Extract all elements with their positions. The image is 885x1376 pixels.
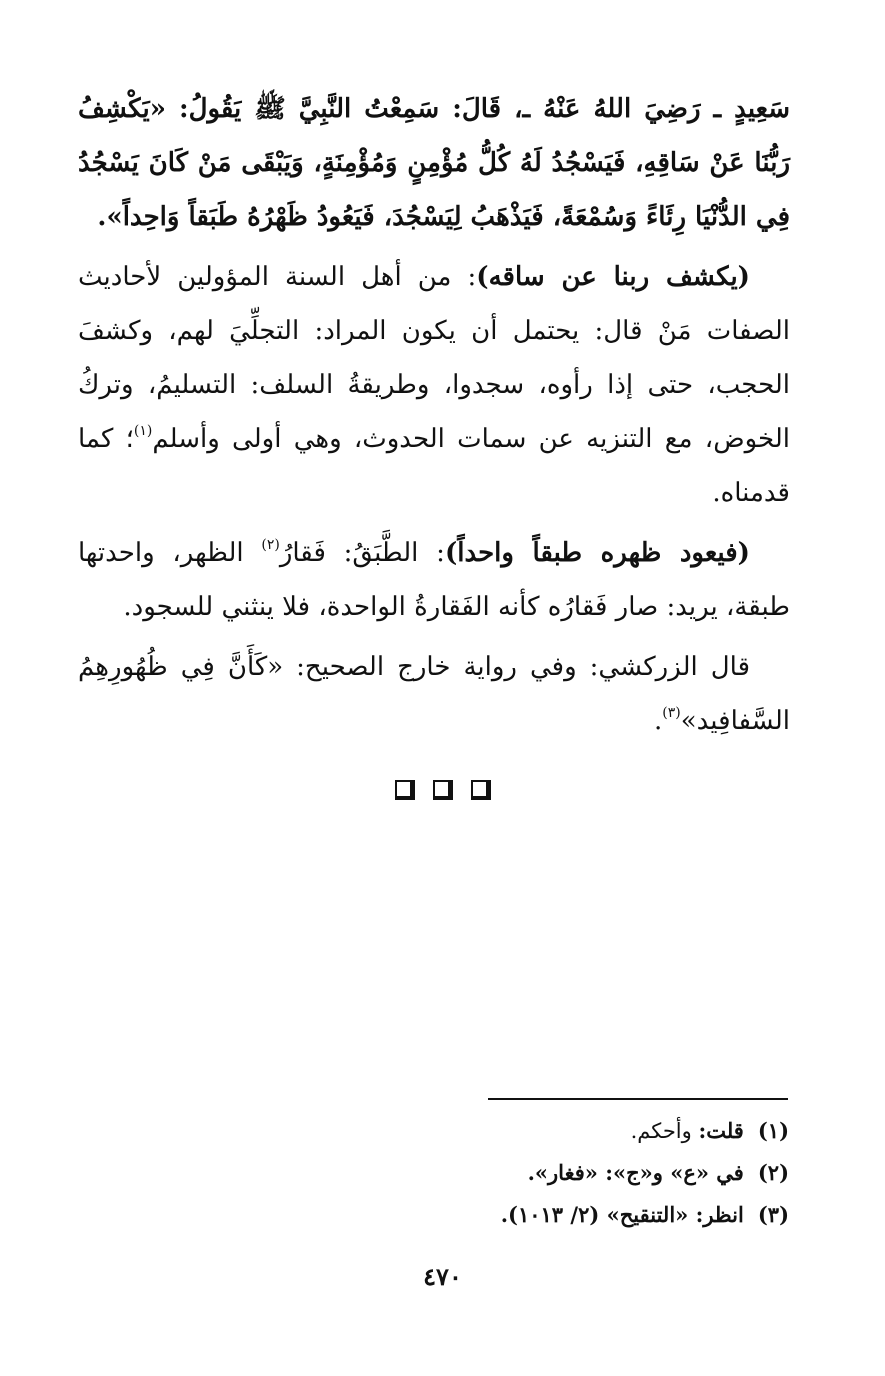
footnote-3 bbox=[189, 1194, 789, 1236]
footnote-2 bbox=[189, 1152, 789, 1194]
footnote-ref-3[interactable]: (٣) bbox=[662, 705, 681, 721]
footnote-label: قلت: bbox=[698, 1118, 744, 1143]
section-separator bbox=[0, 780, 885, 804]
footnote-ref-2[interactable]: (٢) bbox=[261, 537, 280, 553]
footnotes bbox=[189, 1110, 789, 1236]
footnote-number: (١) bbox=[757, 1118, 789, 1143]
hadith-paragraph: سَعِيدٍ ـ رَضِيَ اللهُ عَنْهُ ـ، قَالَ: سَمِعْتُ النَّبِيَّ ﷺ يَقُولُ: «يَكْشِفُ رَبُّنَا عَنْ سَاقِهِ، فَيَسْجُدُ لَهُ كُلُّ مُؤْمِنٍ وَمُؤْمِنَةٍ، وَيَبْقَى مَنْ كَانَ يَسْجُدُ فِي الدُّنْيَا رِئَاءً وَسُمْعَةً، فَيَذْهَبُ لِيَسْجُدَ، فَيَعُودُ ظَهْرُهُ طَبَقاً وَاحِداً». bbox=[78, 94, 790, 232]
footnote-text: في «ع» و«ج»: «فغار». bbox=[527, 1160, 744, 1185]
footnote-1 bbox=[189, 1110, 789, 1152]
footnote-text: انظر: «التنقيح» (٢/ ١٠١٣). bbox=[500, 1202, 744, 1227]
separator-square-icon bbox=[395, 780, 415, 800]
commentary-text: . bbox=[654, 706, 663, 736]
page-number: ٤٧٠ bbox=[423, 1262, 462, 1291]
commentary-text: : من أهل السنة المؤولين لأحاديث الصفات مَنْ قال: يحتمل أن يكون المراد: التجلِّيَ لهم، وكشفَ الحجب، حتى إذا رأوه، سجدوا، وطريقةُ السلف: التسليمُ، وتركُ الخوض، مع التنزيه عن سمات الحدوث، وهي أولى وأسلم bbox=[78, 262, 790, 454]
separator-square-icon bbox=[433, 780, 453, 800]
commentary-lead: (فيعود ظهره طبقاً واحداً) bbox=[444, 538, 750, 568]
footnote-ref-1[interactable]: (١) bbox=[133, 423, 153, 439]
main-text bbox=[78, 82, 790, 754]
footnote-text: وأحكم. bbox=[630, 1119, 699, 1143]
commentary-text: الظهر، واحدتها طبقة، يريد: صار فَقارُه كأنه الفَقارةُ الواحدة، فلا ينثني للسجود. bbox=[78, 538, 790, 622]
commentary-tabaq bbox=[78, 526, 790, 634]
separator-square-icon bbox=[471, 780, 491, 800]
footnote-number: (٢) bbox=[757, 1160, 789, 1185]
commentary-text: : الطَّبَقُ: فَقارُ bbox=[279, 538, 445, 568]
commentary-kashf-saq bbox=[78, 250, 790, 520]
commentary-text: ؛ كما قدمناه. bbox=[78, 424, 790, 508]
footnote-number: (٣) bbox=[757, 1202, 789, 1227]
commentary-lead: (يكشف ربنا عن ساقه) bbox=[476, 262, 750, 292]
commentary-text: قال الزركشي: وفي رواية خارج الصحيح: «كَأَنَّ فِي ظُهُورِهِمُ السَّفافِيد» bbox=[78, 652, 790, 736]
commentary-zarkashi bbox=[78, 640, 790, 748]
footnote-rule bbox=[488, 1098, 788, 1100]
